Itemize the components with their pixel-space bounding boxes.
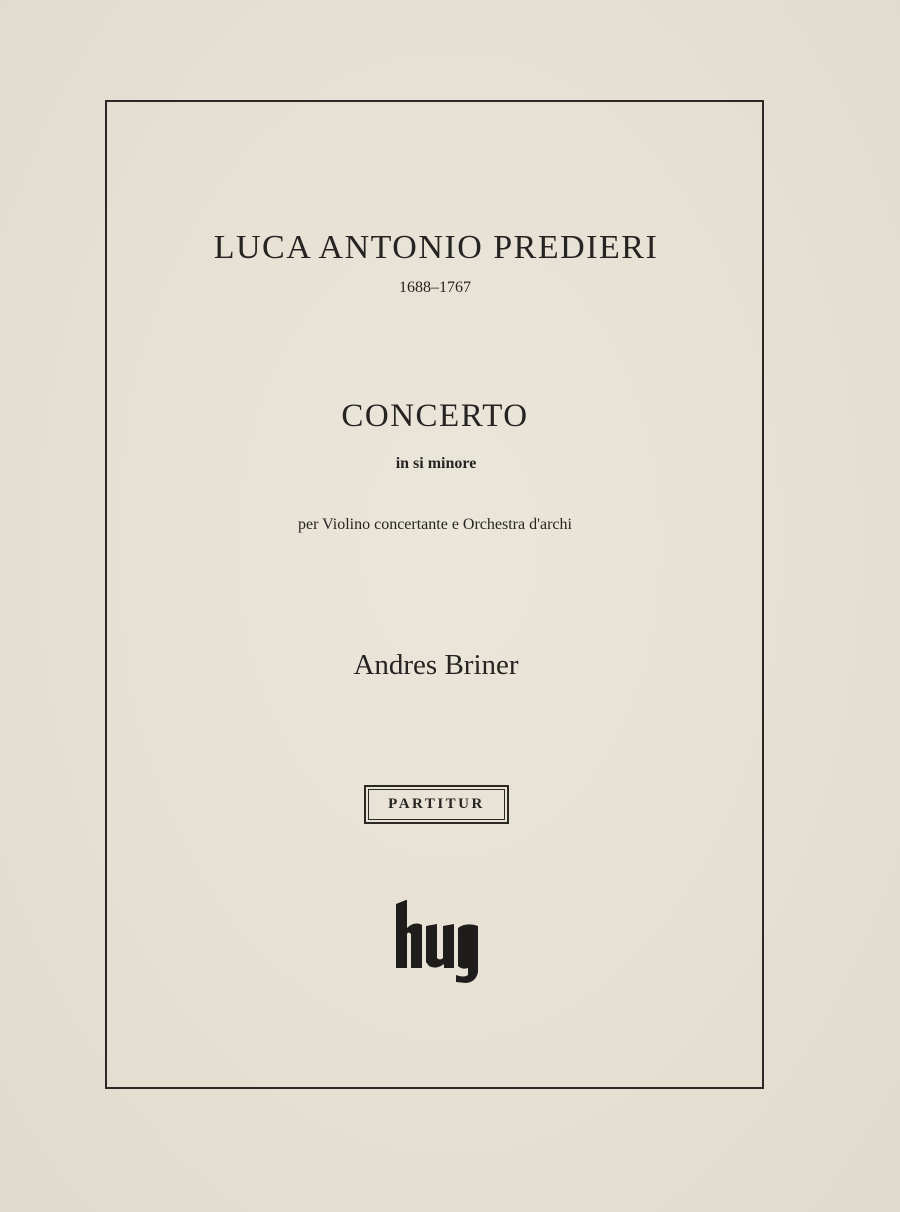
score-type-badge	[364, 785, 509, 824]
work-title: CONCERTO	[341, 398, 529, 434]
editor-name: Andres Briner	[353, 649, 519, 681]
composer-dates: 1688–1767	[399, 279, 471, 296]
composer-name: LUCA ANTONIO PREDIERI	[213, 229, 659, 266]
work-key: in si minore	[395, 455, 477, 472]
publisher-logo-icon	[392, 898, 480, 984]
score-type-label: PARTITUR	[368, 789, 505, 820]
instrumentation-line: per Violino concertante e Orchestra d'archi	[298, 516, 572, 533]
